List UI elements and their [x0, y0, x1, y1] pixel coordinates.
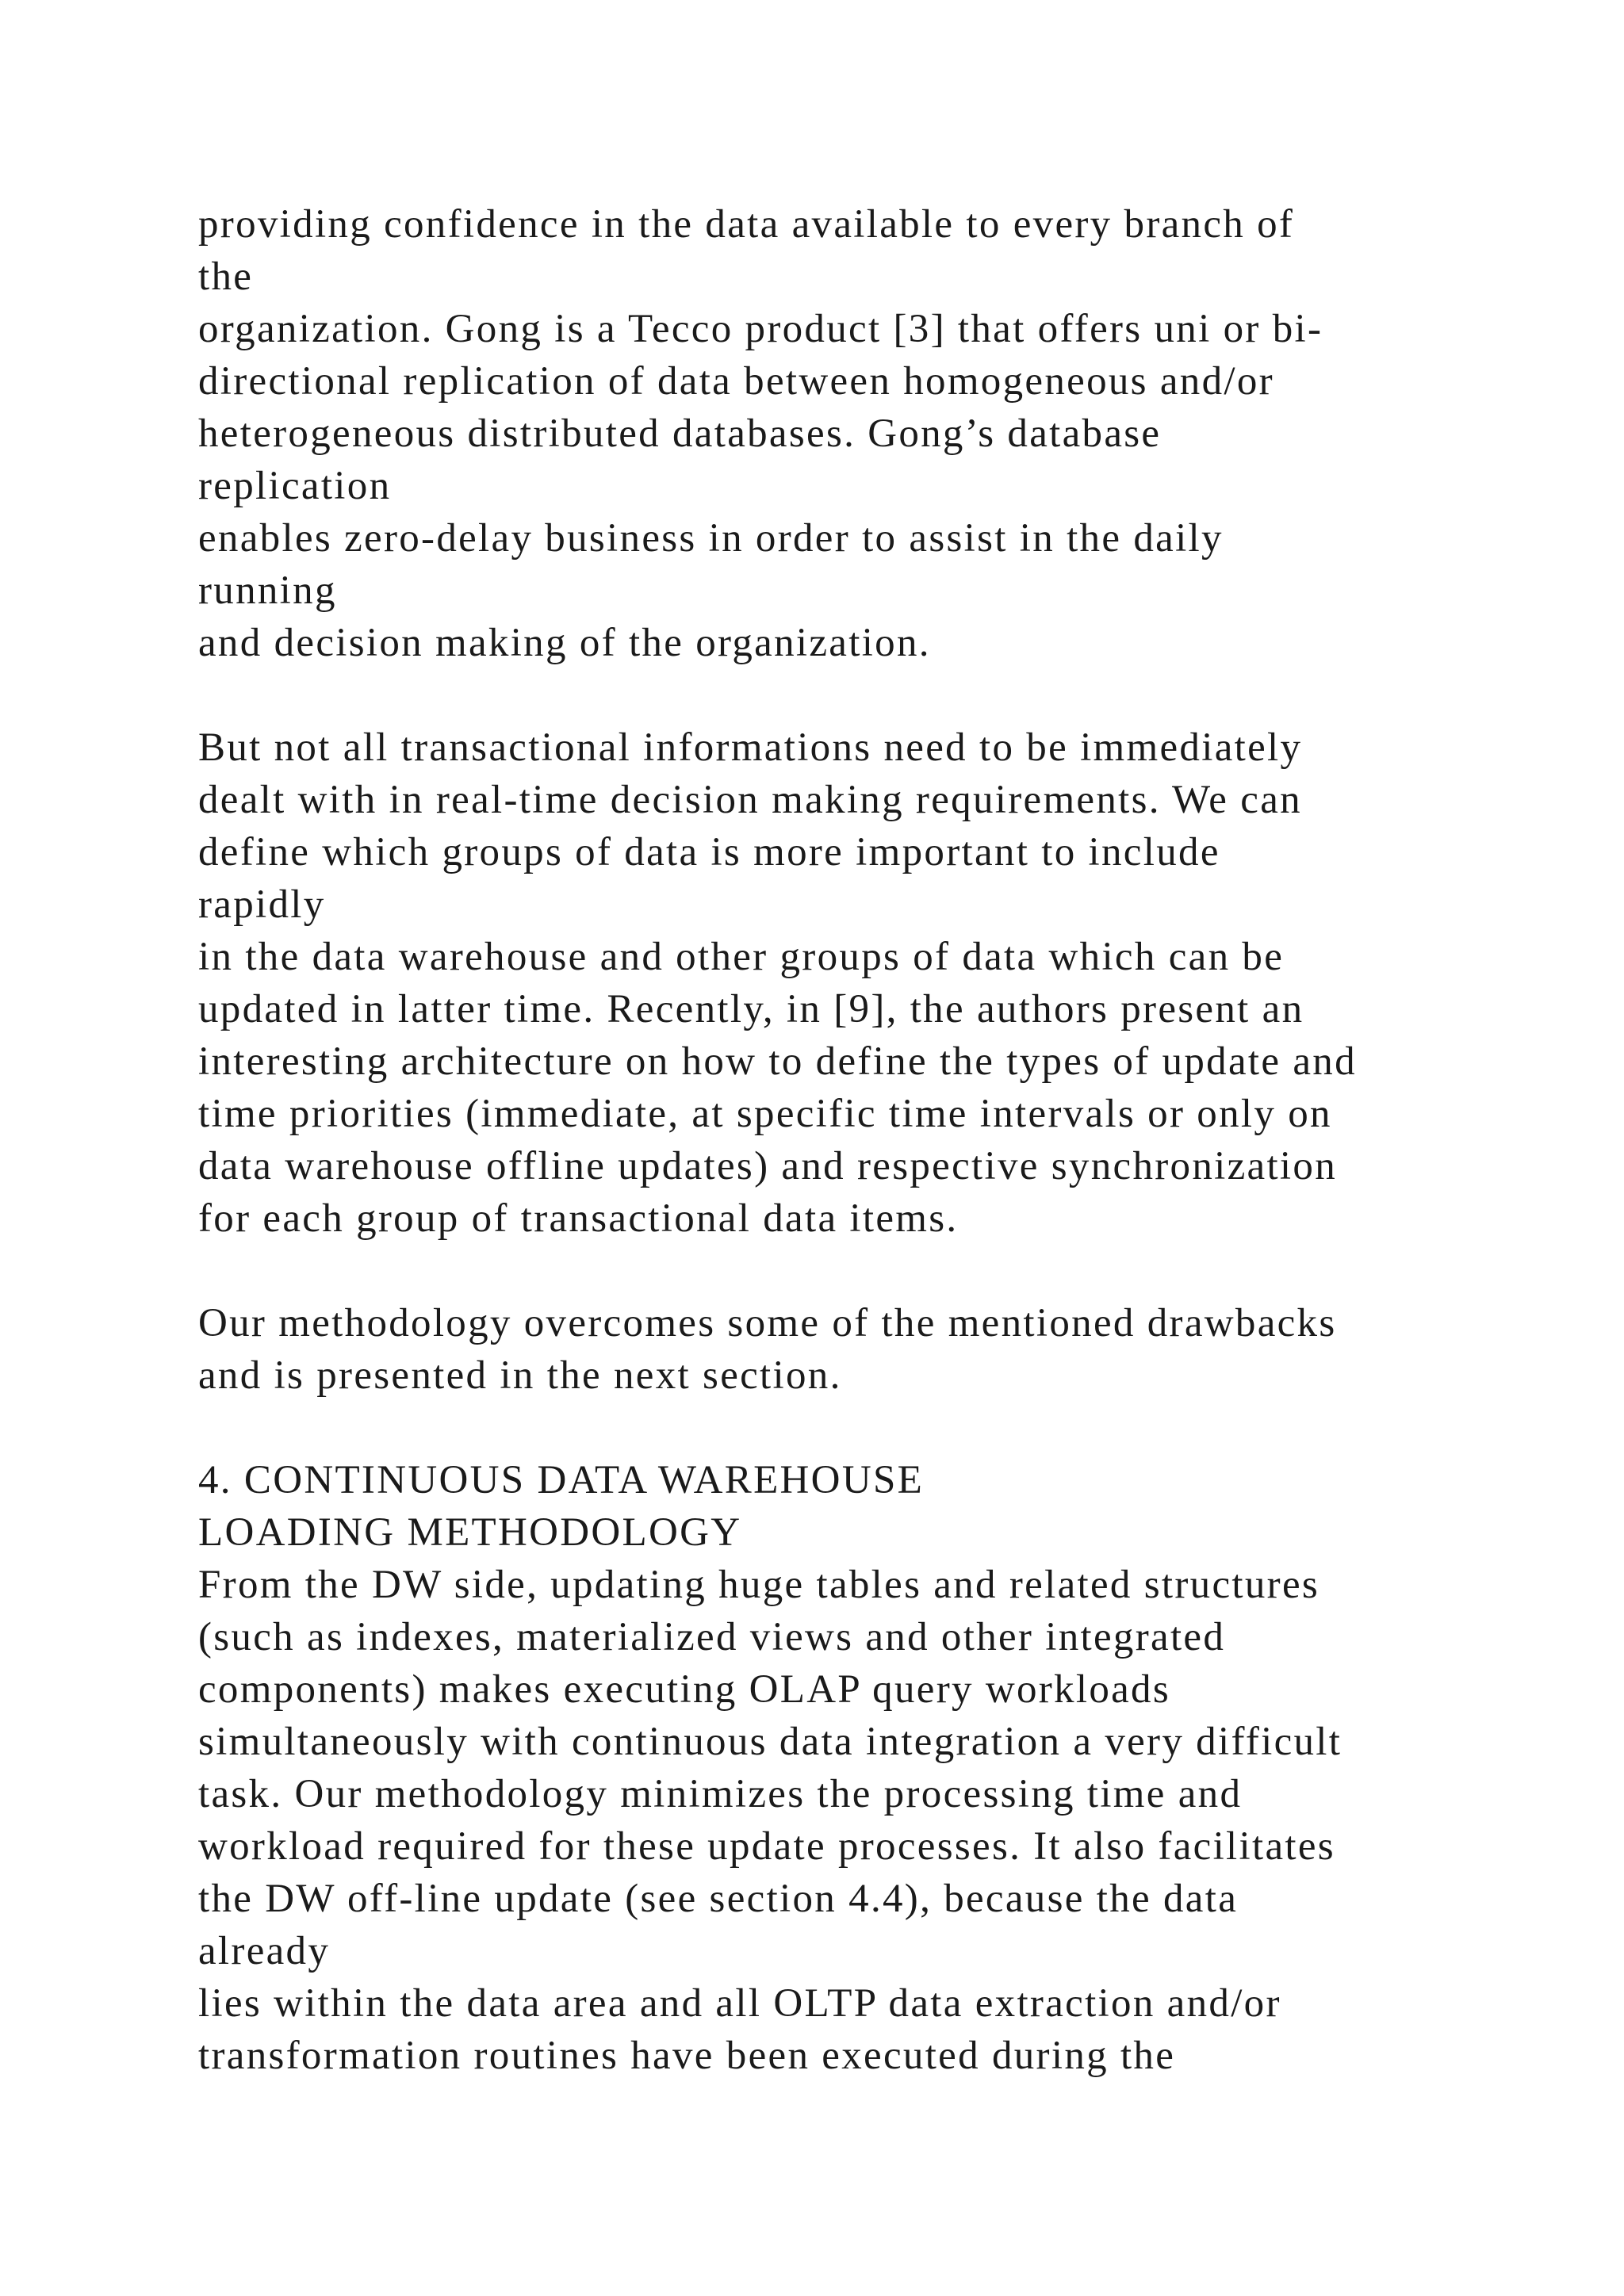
- text-line: But not all transactional informations need to be immediately: [198, 725, 1303, 770]
- section-heading: LOADING METHODOLOGY: [198, 1510, 742, 1555]
- text-line: From the DW side, updating huge tables and related structures: [198, 1563, 1320, 1607]
- text-line: dealt with in real-time decision making requirements. We can: [198, 778, 1302, 822]
- text-line: simultaneously with continuous data integration a very difficult: [198, 1720, 1342, 1764]
- text-line: transformation routines have been executed during the: [198, 2034, 1176, 2078]
- text-line: components) makes executing OLAP query workloads: [198, 1667, 1170, 1712]
- text-line: directional replication of data between homogeneous and/or: [198, 359, 1274, 404]
- text-line: replication: [198, 464, 392, 508]
- text-line: data warehouse offline updates) and respective synchronization: [198, 1144, 1338, 1188]
- text-line: for each group of transactional data items.: [198, 1196, 959, 1241]
- text-line: organization. Gong is a Tecco product [3] that offers uni or bi-: [198, 307, 1323, 351]
- text-line: time priorities (immediate, at specific time intervals or only on: [198, 1092, 1332, 1136]
- paragraph-spacer: [198, 1245, 1546, 1297]
- text-line: the: [198, 254, 254, 299]
- document-page: [198, 198, 1546, 2082]
- text-line: interesting architecture on how to define the types of update and: [198, 1039, 1357, 1084]
- text-line: updated in latter time. Recently, in [9], the authors present an: [198, 987, 1304, 1031]
- text-line: and decision making of the organization.: [198, 621, 931, 665]
- text-line: define which groups of data is more important to include: [198, 830, 1220, 874]
- text-line: lies within the data area and all OLTP data extraction and/or: [198, 1981, 1281, 2026]
- text-line: in the data warehouse and other groups of data which can be: [198, 935, 1285, 979]
- paragraph: [198, 1297, 1546, 1402]
- paragraph-spacer: [198, 1402, 1546, 1454]
- text-line: heterogeneous distributed databases. Gong’s database: [198, 411, 1162, 456]
- text-line: enables zero-delay business in order to assist in the daily: [198, 516, 1224, 561]
- paragraph: [198, 721, 1546, 1245]
- text-line: (such as indexes, materialized views and other integrated: [198, 1615, 1226, 1659]
- text-line: workload required for these update processes. It also facilitates: [198, 1824, 1335, 1869]
- paragraph: [198, 198, 1546, 669]
- text-line: rapidly: [198, 882, 326, 927]
- text-line: providing confidence in the data available to every branch of: [198, 202, 1295, 247]
- text-line: and is presented in the next section.: [198, 1353, 842, 1398]
- text-line: already: [198, 1929, 331, 1973]
- section-paragraph: [198, 1454, 1546, 2082]
- text-line: the DW off-line update (see section 4.4), because the data: [198, 1877, 1239, 1921]
- section-heading: 4. CONTINUOUS DATA WAREHOUSE: [198, 1458, 925, 1502]
- text-line: Our methodology overcomes some of the mentioned drawbacks: [198, 1301, 1337, 1345]
- paragraph-spacer: [198, 669, 1546, 721]
- text-line: running: [198, 568, 337, 613]
- text-line: task. Our methodology minimizes the processing time and: [198, 1772, 1243, 1816]
